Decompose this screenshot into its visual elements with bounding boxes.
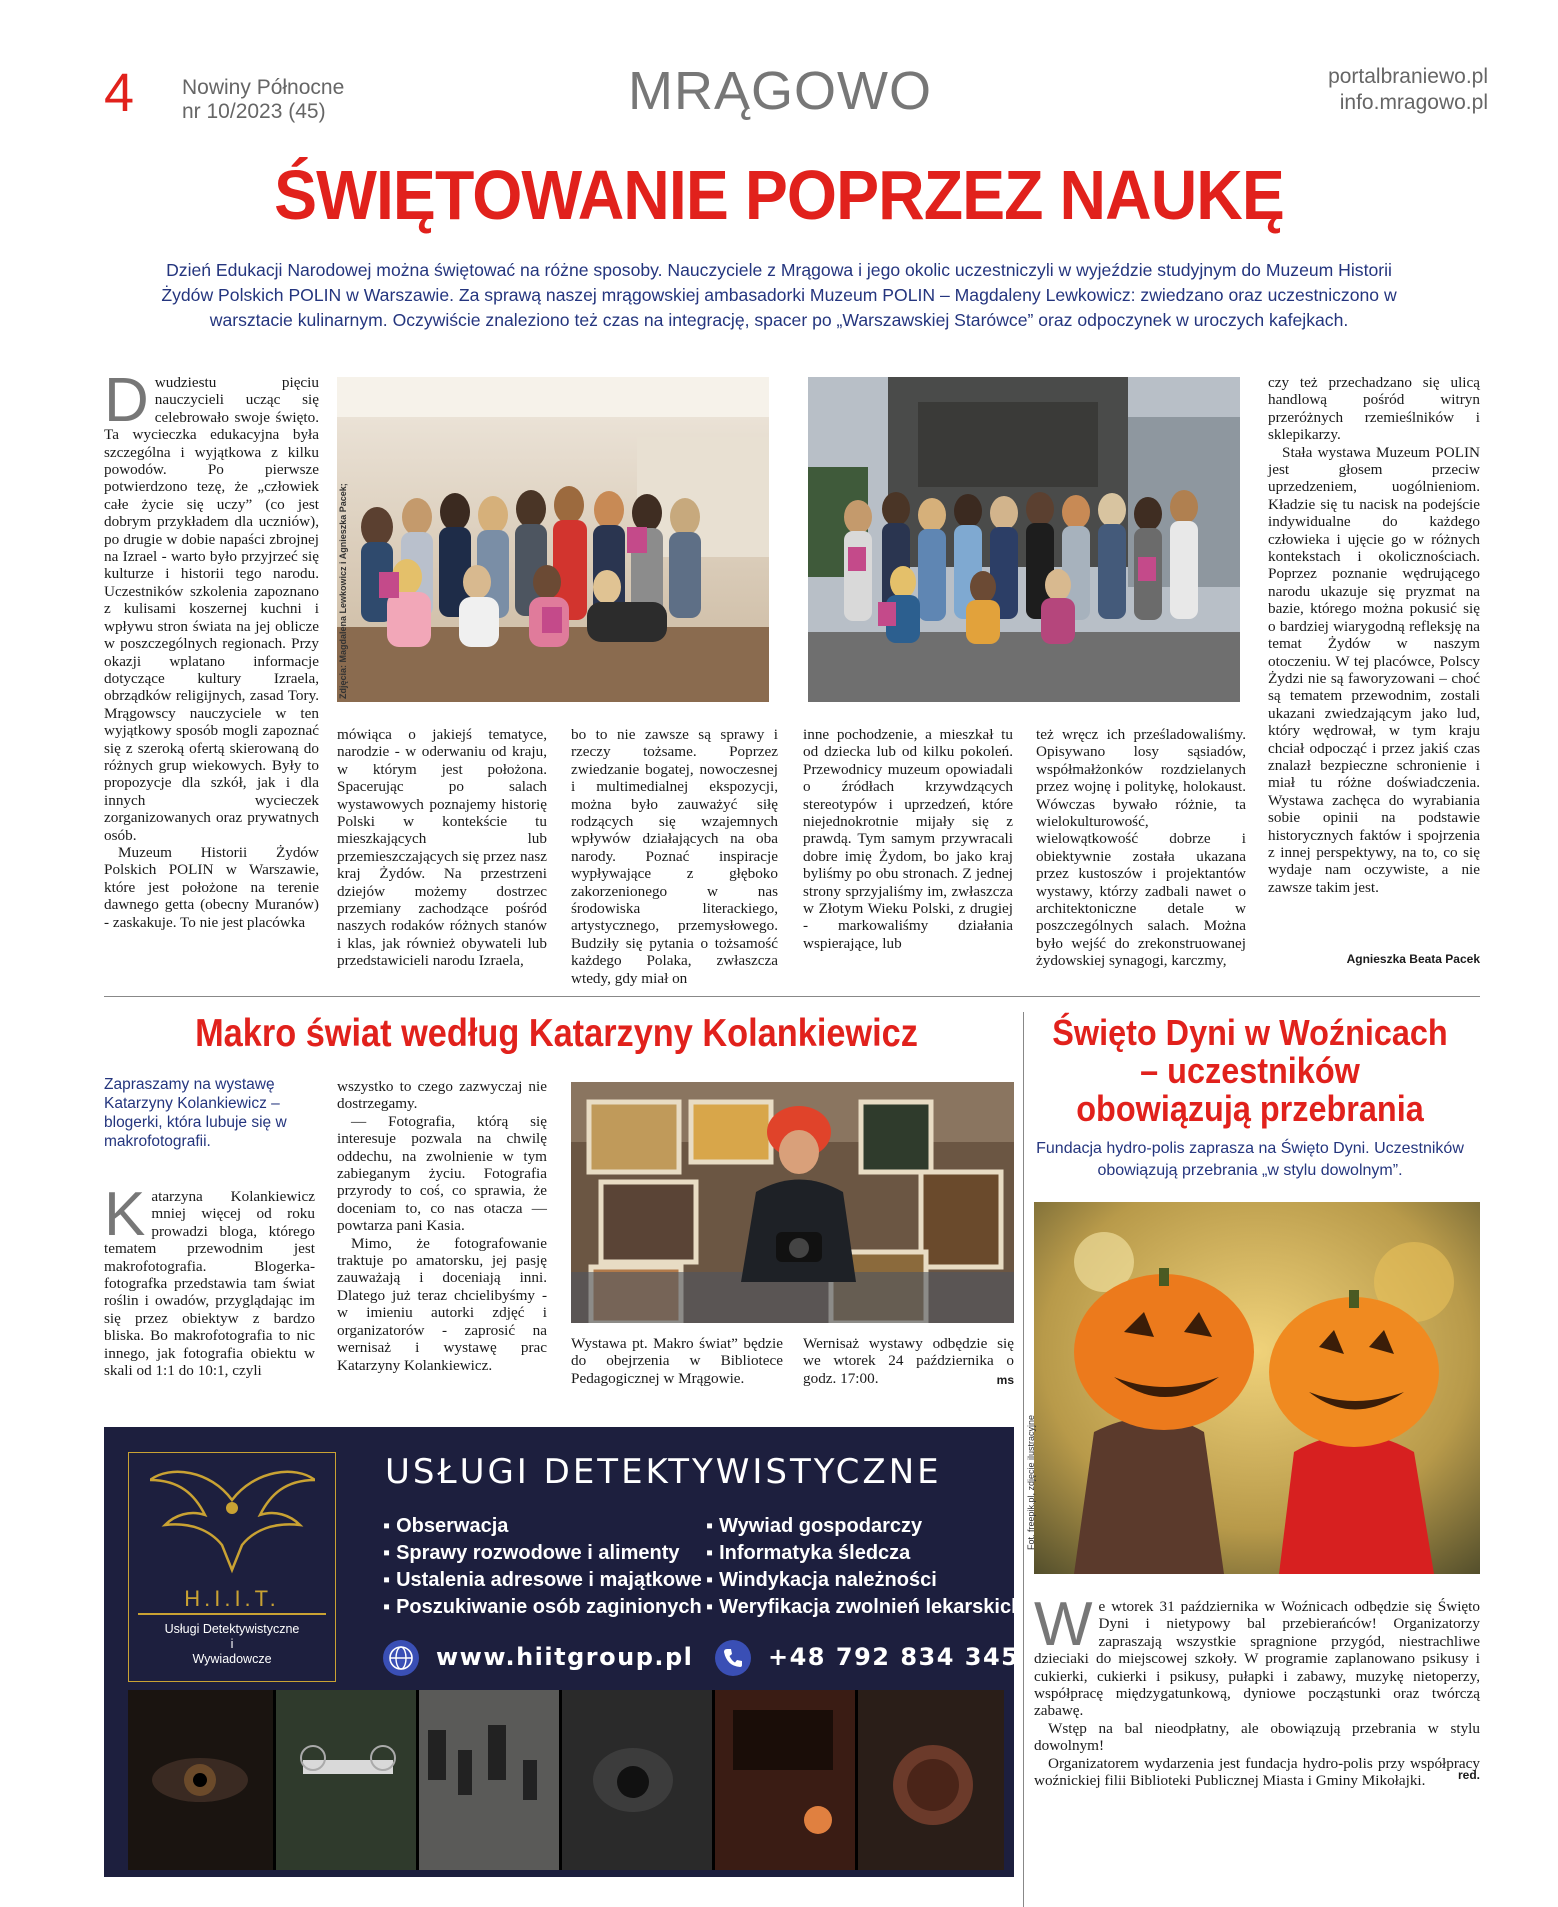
- paragraph: — Fotografia, którą się interesuje pozwala na chwilę oddechu, na zwolnienie w tym zabieganym życiu. Fotografia przyrody to coś, co sprawia, że doceniam to, co nas otacza — powtarza pani Kasia.: [337, 1112, 547, 1235]
- paragraph: e wtorek 31 października w Woźnicach odbędzie się Święto Dyni i nietypowy bal przebierańców! Organizatorzy zapraszają wszystkie spragnione przygód, niestrachliwe dzieciaki do miejscowej szkoły. W programie zaplanowano psikusy i cukierki, cukierki i psikusy, pułapki i zabawy, muzykę nietoperzy, współpracę międzygatunkową, dyniowe począstunki oraz twórczą zabawę.: [1034, 1598, 1480, 1720]
- ad-logo-sub-line: Wywiadowcze: [192, 1652, 272, 1666]
- main-article-column-6: [1268, 374, 1480, 896]
- ad-logo-subtitle: [128, 1622, 336, 1667]
- paragraph: bo to nie zawsze są sprawy i rzeczy tożsame. Poprzez zwiedzanie bogatej, nowoczesnej i multimedialnej ekspozycji, można było zauważyć siłę rodzących się wzajemnych wpływów działających na oba narody. Poznać inspiracje wypływające z głęboko zakorzenionego w nas środowiska literackiego, artystycznego, przemysłowego. Budziły się pytania o tożsamość każdego Polaka, zwłaszcza wtedy, gdy miał on: [571, 726, 778, 987]
- ad-service-item: ▪ Poszukiwanie osób zaginionych: [383, 1594, 702, 1621]
- ad-services-left: [383, 1513, 702, 1621]
- ad-service-item: ▪ Informatyka śledcza: [706, 1540, 1023, 1567]
- photo-teachers-monument: [808, 377, 1240, 702]
- ad-logo-divider: [138, 1613, 326, 1615]
- dynia-article-body: [1034, 1590, 1480, 1790]
- dynia-author: red.: [1457, 1768, 1480, 1782]
- makro-article-lead: Zapraszamy na wystawę Katarzyny Kolankiewicz – blogerki, która lubuje się w makrofotografii.: [104, 1076, 287, 1150]
- makro-caption-right: Wernisaż wystawy odbędzie się we wtorek 24 października o godz. 17:00.: [803, 1335, 1014, 1387]
- ad-logo-text: H.I.I.T.: [184, 1586, 280, 1611]
- dynia-article-title: Święto Dyni w Woźnicach – uczestników obowiązują przebrania: [1052, 1012, 1448, 1129]
- paragraph: Wstęp na bal nieodpłatny, ale obowiązują przebrania w stylu dowolnym!: [1034, 1719, 1480, 1755]
- eagle-icon: [150, 1460, 315, 1580]
- paragraph: wszystko to czego zazwyczaj nie dostrzegamy.: [337, 1078, 547, 1113]
- ad-service-item: ▪ Weryfikacja zwolnień lekarskich: [706, 1594, 1023, 1621]
- dynia-photo-credit: Fot. freepik.pl, zdjęcie ilustracyjne: [1026, 1414, 1036, 1550]
- paragraph: też wręcz ich prześladowaliśmy. Opisywano losy sąsiadów, współmałżonków rozdzielanych przez wojnę i politykę, holokaust. Wówczas bywało różnie, ta wielokulturowość, wielowątkowość dobrze i obiektywnie została ukazana przez kustoszów i projektantów wystawy, którzy zadbali nawet o architektoniczne detale w poszczególnych salach. Można było wejść do zrekonstruowanej żydowskiej synagogi, karczmy,: [1036, 726, 1246, 970]
- makro-author: ms: [996, 1373, 1014, 1387]
- main-article-column-2: [337, 726, 547, 970]
- main-article-column-4: [803, 726, 1013, 952]
- phone-icon: [715, 1640, 751, 1676]
- photo-pumpkins: [1034, 1202, 1480, 1574]
- main-article-lead: Dzień Edukacji Narodowej można świętować na różne sposoby. Nauczyciele z Mrągowa i jego okolic uczestniczyli w wyjeździe studyjnym do Muzeum Historii Żydów Polskich POLIN w Warszawie. Za sprawą naszej mrągowskiej ambasadorki Muzeum POLIN – Magdaleny Lewkowicz: zwiedzano oraz uczestniczono w warsztacie kulinarnym. Oczywiście znaleziono też czas na integrację, spacer po „Warszawskiej Starówce” oraz odpoczynek w uroczych kafejkach.: [161, 260, 1397, 330]
- photo-credit: Zdjęcia: Magdalena Lewkowicz i Agnieszka Pacek;: [338, 483, 348, 699]
- paragraph: Organizatorem wydarzenia jest fundacja hydro-polis przy współpracy woźnickiej filii Biblioteki Publicznej Miasta i Gminy Mikołajki.: [1034, 1754, 1480, 1790]
- ad-title: USŁUGI DETEKTYWISTYCZNE: [385, 1452, 942, 1492]
- paragraph: Muzeum Historii Żydów Polskich POLIN w Warszawie, które jest położone na terenie dawnego getta (obecny Muranów) - zaskakuje. To nie jest placówka: [104, 843, 319, 931]
- makro-article-column-1: [104, 1180, 315, 1380]
- ad-logo-sub-line: Usługi Detektywistyczne: [164, 1622, 300, 1636]
- section-divider: [104, 996, 1480, 997]
- photo-teachers-indoor: [337, 377, 769, 702]
- main-article-title: ŚWIĘTOWANIE POPRZEZ NAUKĘ: [274, 156, 1284, 234]
- ad-logo-sub-line: i: [230, 1637, 234, 1651]
- issue-number: nr 10/2023 (45): [182, 100, 326, 123]
- dropcap: K: [104, 1180, 146, 1249]
- ad-services-right: [706, 1513, 1023, 1621]
- portal-links: [1328, 64, 1488, 116]
- column-divider: [1023, 1012, 1024, 1907]
- paragraph: atarzyna Kolankiewicz mniej więcej od roku prowadzi bloga, którego tematem przewodnim jest makrofotografia. Blogerka-fotografka przedstawia tam świat roślin i owadów, przyglądając im się przez obiektyw z bardzo bliska. Bo makrofotografia to nic innego, jak fotografia obiektu w skali od 1:1 do 10:1, czyli: [104, 1188, 315, 1380]
- ad-service-item: ▪ Wywiad gospodarczy: [706, 1513, 1023, 1540]
- dropcap: W: [1034, 1590, 1093, 1659]
- page-number: 4: [104, 63, 135, 123]
- dropcap: D: [104, 366, 149, 435]
- makro-caption-left: Wystawa pt. Makro świat” będzie do obejrzenia w Bibliotece Pedagogicznej w Mrągowie.: [571, 1335, 783, 1387]
- main-article-column-5: [1036, 726, 1246, 970]
- paragraph: Mimo, że fotografowanie traktuje po amatorsku, jej pasję zauważają i doceniają inni. Dlatego już teraz chcielibyśmy - w imieniu autorki zdjęć i organizatorów - zaprosić na wernisaż i wystawę prac Katarzyny Kolankiewicz.: [337, 1234, 547, 1374]
- paragraph: inne pochodzenie, a mieszkał tu od dziecka lub od kilku pokoleń. Przewodnicy muzeum opowiadali o źródłach krzywdzących stereotypów i uprzedzeń, które niejednokrotnie mijały się z prawdą. Tym samym przywracali dobre imię Żydom, bo jako kraj byliśmy po obu stronach. Z jednej strony sprzyjaliśmy im, zwłaszcza w Złotym Wieku Polski, z drugiej - markowaliśmy działania wspierające, lub: [803, 726, 1013, 952]
- makro-article-title: Makro świat według Katarzyny Kolankiewicz: [195, 1012, 918, 1055]
- paragraph: wudziestu pięciu nauczycieli ucząc się celebrowało swoje święto. Ta wycieczka edukacyjna była szczególna i wyjątkowa z kilku powodów. Po pierwsze potwierdzono tezę, że „człowiek całe życie się uczy” (co jest dobrym przykładem dla uczniów), po drugie w dobie napaści zbrojnej na Izrael - warto było przyjrzeć się kulturze i historii tego narodu. Uczestników szkolenia zapoznano z kulisami koszernej kuchni i wpływu stron świata na jej oblicze w poszczególnych regionach. Przy okazji wplatano informacje dotyczące kultury Izraela, obrządków religijnych, zasad Tory. Mrągowscy nauczyciele w ten wyjątkowy sposób mogli zapoznać się z szeroką ofertą skierowaną do różnych grup wiekowych. Były to propozycje dla szkół, jak i dla innych wycieczek zorganizowanych oraz prywatnych osób.: [104, 374, 319, 844]
- main-article-column-1: [104, 366, 319, 931]
- ad-service-item: ▪ Windykacja należności: [706, 1567, 1023, 1594]
- photo-photographer: [571, 1082, 1014, 1323]
- dynia-article-lead: Fundacja hydro-polis zaprasza na Święto Dyni. Uczestników obowiązują przebrania „w stylu dowolnym”.: [1036, 1140, 1464, 1179]
- paragraph: Stała wystawa Muzeum POLIN jest głosem przeciw uprzedzeniem, uogólnieniom. Kładzie się tu nacisk na podejście indywidualne do każdego człowieka i ujęcie go w różnych kontekstach i okolicznościach. Poprzez poznanie wędrującego narodu ukazuje się pryzmat na bazie, którego można pokusić się o bardziej wiarygodną refleksję na temat Żydów w naszym otoczeniu. W tej placówce, Polscy Żydzi nie są faworyzowani – choć są tematem przewodnim, zostali ukazani zwiedzającym jako lud, który wędrował, w tym kraju chciał odpocząć i przez jakiś czas znalazł bezpieczne schronienie i miał tu różne doświadczenia. Wystawa zachęca do wyrabiania sobie opinii na podstawie historycznych faktów i spojrzenia z innej perspektywy, na to, co się wydaje nam oczywiste, a nie zawsze takim jest.: [1268, 443, 1480, 896]
- ad-service-item: ▪ Sprawy rozwodowe i alimenty: [383, 1540, 702, 1567]
- article-author: Agnieszka Beata Pacek: [1346, 952, 1480, 966]
- paragraph: czy też przechadzano się ulicą handlową pośród witryn przeróżnych rzemieślników i sklepikarzy.: [1268, 374, 1480, 444]
- newspaper-title: Nowiny Północne: [182, 76, 345, 99]
- main-article-column-3: [571, 726, 778, 987]
- ad-website[interactable]: www.hiitgroup.pl: [436, 1643, 694, 1671]
- newspaper-name: [182, 76, 344, 124]
- section-title: MRĄGOWO: [628, 61, 932, 121]
- ad-service-item: ▪ Ustalenia adresowe i majątkowe: [383, 1567, 702, 1594]
- ad-phone[interactable]: +48 792 834 345: [768, 1643, 1020, 1671]
- portal-link-braniewo[interactable]: portalbraniewo.pl: [1328, 65, 1488, 88]
- ad-photo-strip: [128, 1690, 1004, 1870]
- ad-service-item: ▪ Obserwacja: [383, 1513, 702, 1540]
- makro-article-column-2: [337, 1078, 547, 1374]
- portal-link-mragowo[interactable]: info.mragowo.pl: [1339, 91, 1488, 114]
- globe-icon: [383, 1640, 419, 1676]
- paragraph: mówiąca o jakiejś tematyce, narodzie - w oderwaniu od kraju, w którym jest położona. Spacerując po salach wystawowych poznajemy historię Polski w kontekście tu mieszkających lub przemieszczających się przez nasz kraj Żydów. Na przestrzeni dziejów możemy dostrzec przemiany zachodzące pośród naszych rodaków różnych stanów i klas, jak również obywateli lub przedstawicieli narodu Izraela,: [337, 726, 547, 970]
